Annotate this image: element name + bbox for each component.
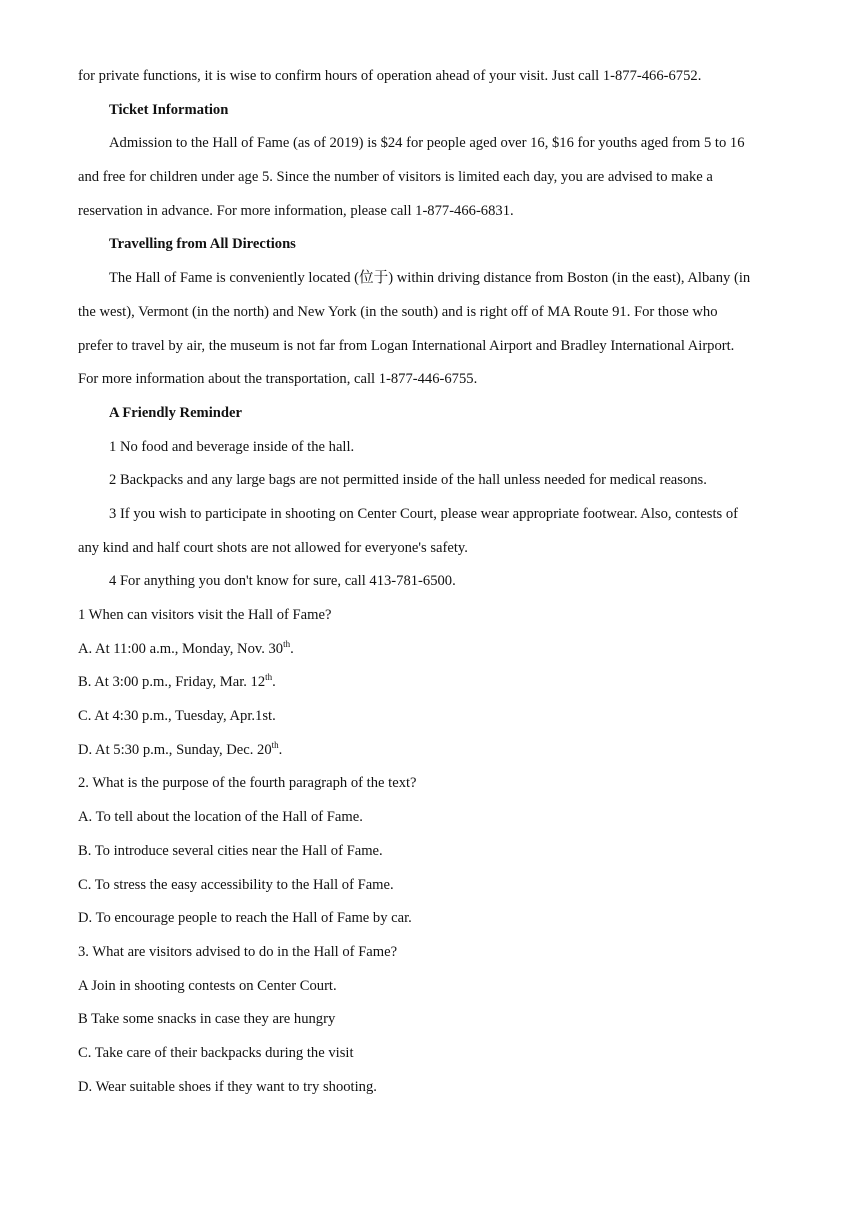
answer-option: B. At 3:00 p.m., Friday, Mar. 12th. (78, 672, 276, 691)
answer-option: D. Wear suitable shoes if they want to try shooting. (78, 1078, 377, 1095)
reminder-item: 4 For anything you don't know for sure, call 413-781-6500. (109, 573, 456, 590)
answer-option: C. Take care of their backpacks during the visit (78, 1044, 354, 1061)
answer-option: B Take some snacks in case they are hungry (78, 1011, 336, 1028)
passage-line: the west), Vermont (in the north) and New York (in the south) and is right off of MA Route 91. For those who (78, 303, 718, 320)
answer-option: A Join in shooting contests on Center Court. (78, 977, 337, 994)
answer-option: A. At 11:00 a.m., Monday, Nov. 30th. (78, 638, 294, 657)
section-heading: Ticket Information (109, 101, 229, 118)
answer-option: C. At 4:30 p.m., Tuesday, Apr.1st. (78, 708, 276, 725)
passage-line: for private functions, it is wise to confirm hours of operation ahead of your visit. Just call 1-877-466-6752. (78, 68, 702, 84)
question-stem: 3. What are visitors advised to do in the Hall of Fame? (78, 943, 398, 960)
question-stem: 2. What is the purpose of the fourth paragraph of the text? (78, 775, 417, 792)
answer-option: D. At 5:30 p.m., Sunday, Dec. 20th. (78, 739, 283, 758)
answer-option: B. To introduce several cities near the Hall of Fame. (78, 842, 383, 859)
question-stem: 1 When can visitors visit the Hall of Fame? (78, 607, 332, 623)
passage-line: The Hall of Fame is conveniently located (位于) within driving distance from Boston (in the east), Albany (in (109, 270, 751, 287)
section-heading: Travelling from All Directions (109, 236, 296, 253)
answer-option: A. To tell about the location of the Hall of Fame. (78, 809, 363, 826)
passage-line: For more information about the transportation, call 1-877-446-6755. (78, 371, 478, 388)
document-page (78, 66, 778, 1110)
section-heading: A Friendly Reminder (109, 404, 242, 421)
answer-option: C. To stress the easy accessibility to the Hall of Fame. (78, 876, 394, 893)
passage-line: prefer to travel by air, the museum is not far from Logan International Airport and Bradley International Airport. (78, 337, 735, 354)
reminder-item: any kind and half court shots are not allowed for everyone's safety. (78, 539, 468, 556)
passage-line: reservation in advance. For more information, please call 1-877-466-6831. (78, 202, 514, 219)
reminder-item: 2 Backpacks and any large bags are not permitted inside of the hall unless needed for medical reasons. (109, 472, 707, 489)
passage-line: Admission to the Hall of Fame (as of 2019) is $24 for people aged over 16, $16 for youths aged from 5 to 16 (109, 135, 745, 152)
reminder-item: 1 No food and beverage inside of the hall. (109, 438, 355, 455)
reminder-item: 3 If you wish to participate in shooting on Center Court, please wear appropriate footwear. Also, contests of (109, 505, 738, 522)
passage-line: and free for children under age 5. Since the number of visitors is limited each day, you are advised to make a (78, 169, 713, 186)
answer-option: D. To encourage people to reach the Hall of Fame by car. (78, 910, 412, 927)
